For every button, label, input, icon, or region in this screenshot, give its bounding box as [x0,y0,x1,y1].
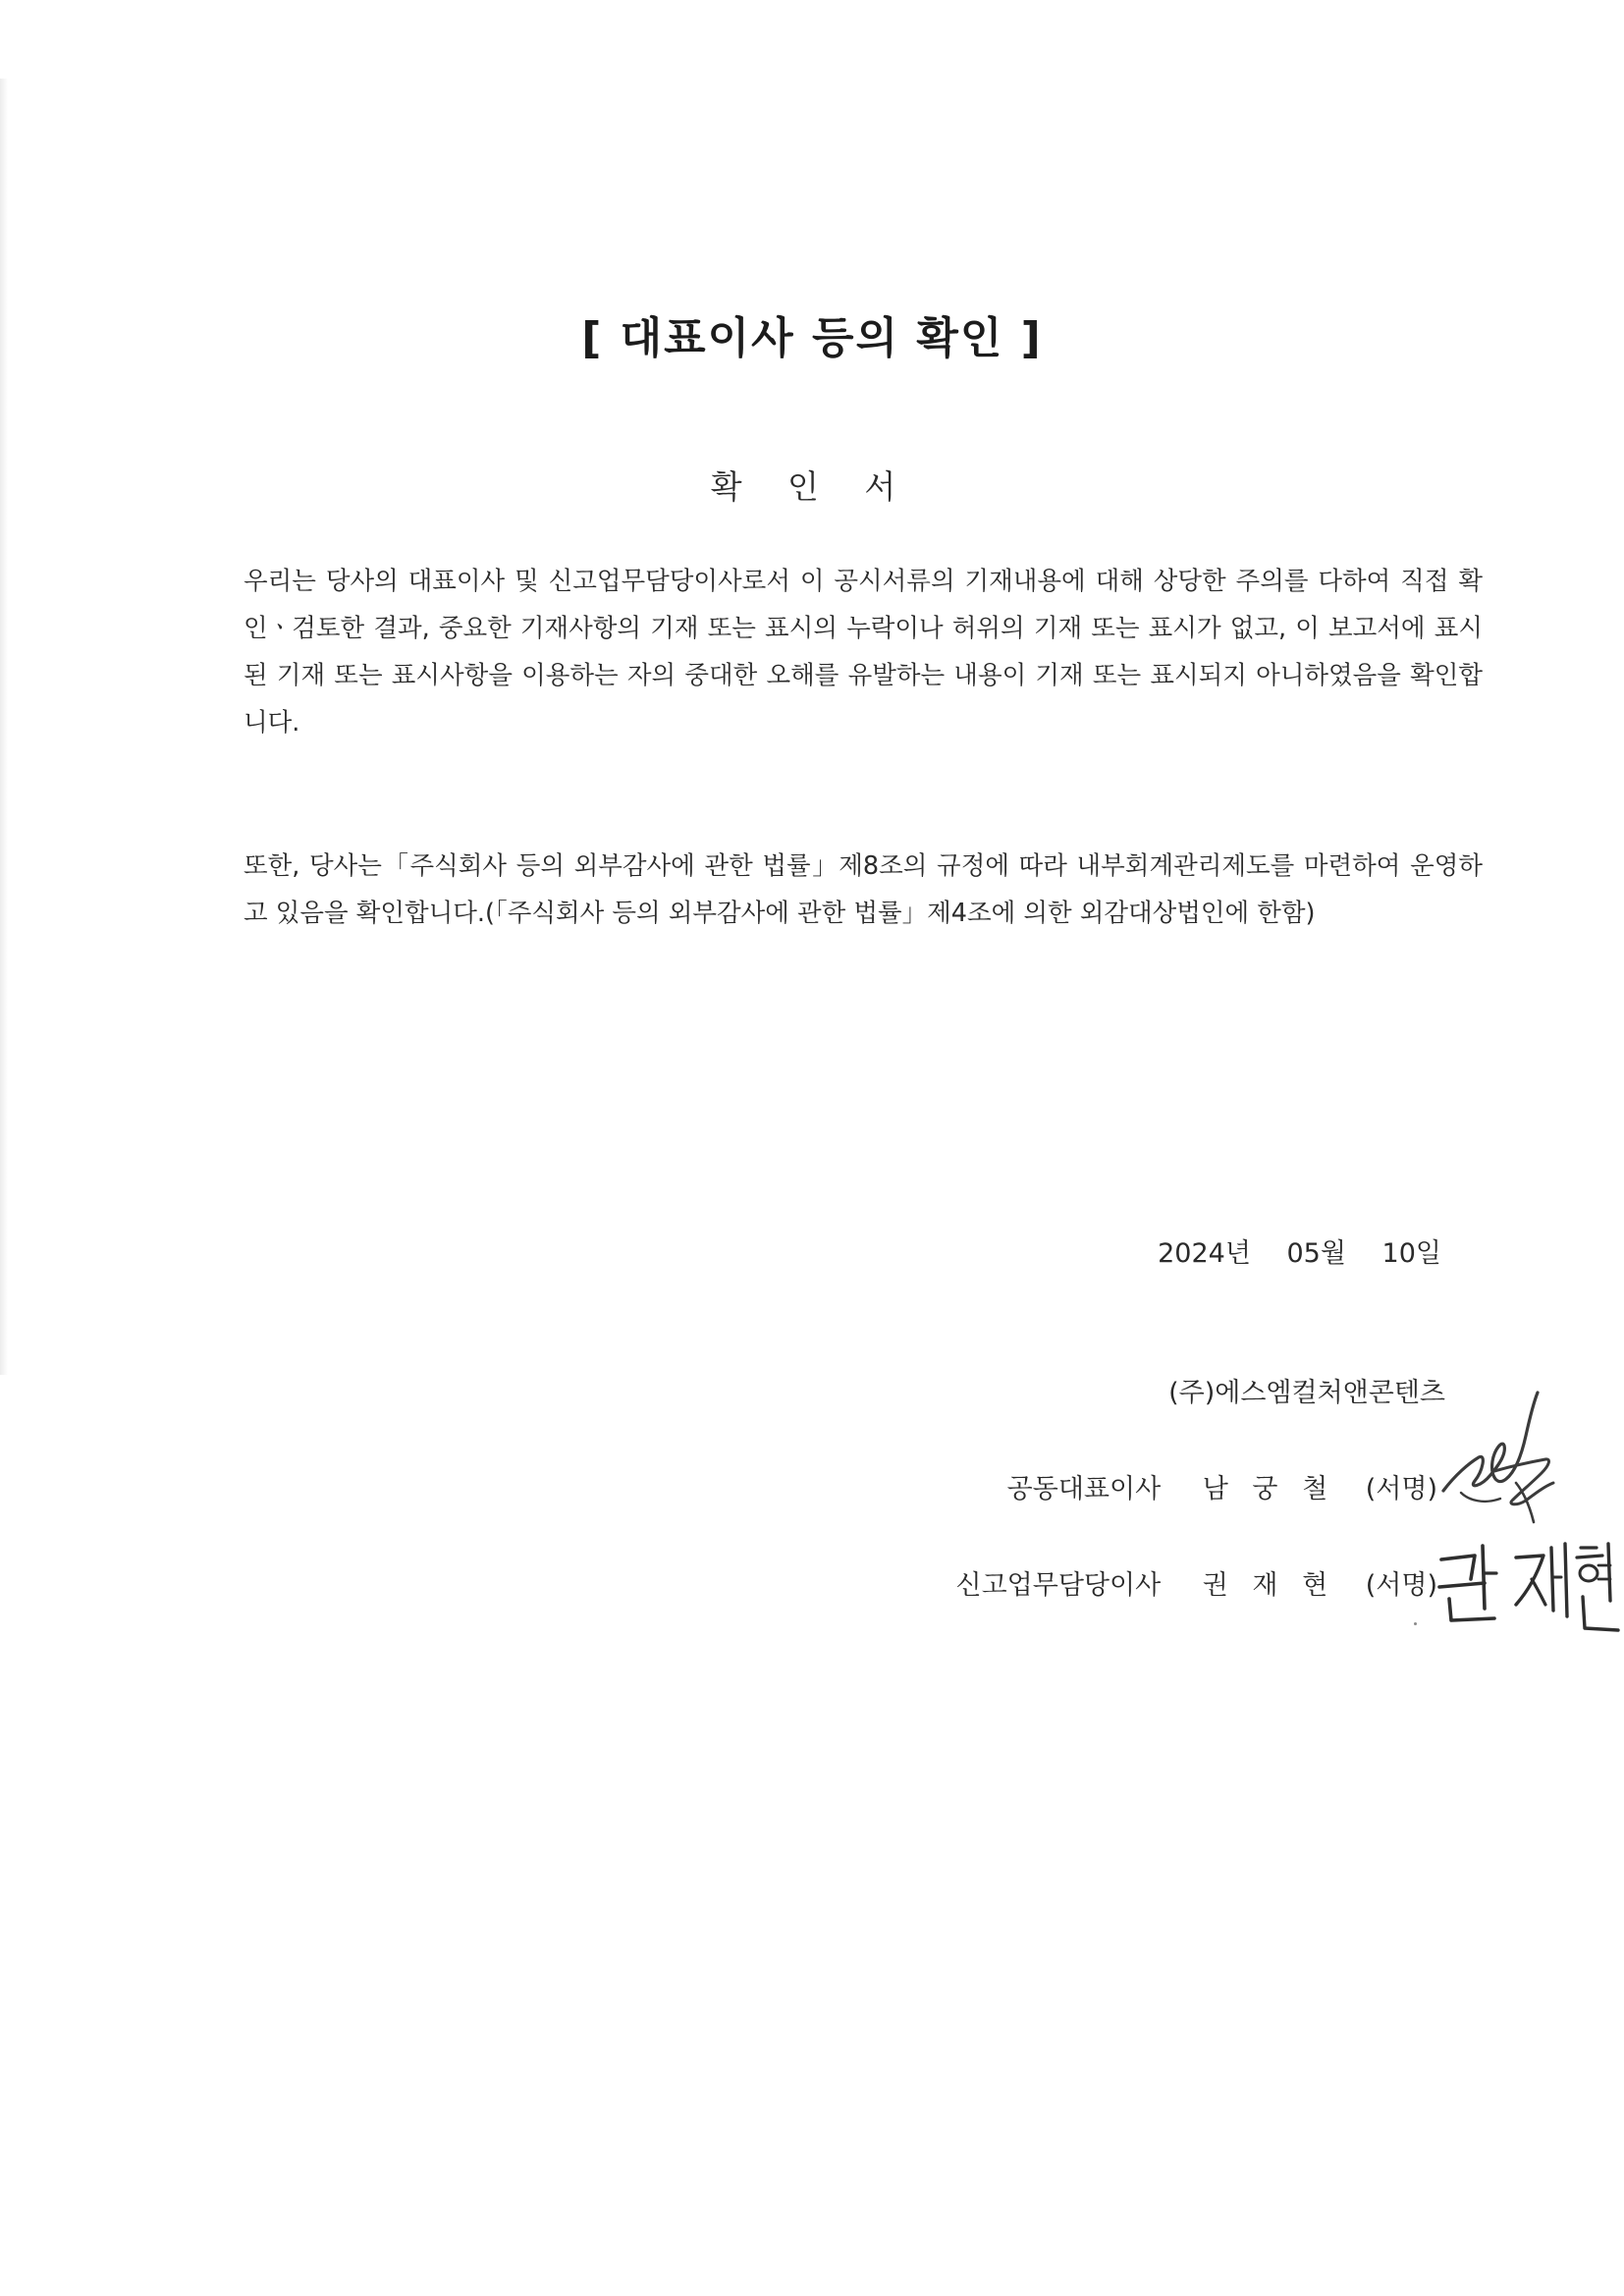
sign-label: (서명) [1365,1570,1437,1601]
signatory-row-disclosure-director [956,1563,1438,1602]
signatory-role: 공동대표이사 [1006,1474,1162,1504]
scan-edge-shadow [0,79,8,1375]
signatory-name: 권 재 현 [1202,1570,1336,1601]
signature-ceo [1435,1385,1563,1532]
date-month: 05월 [1286,1238,1346,1269]
document-subtitle: 확 인 서 [710,467,914,506]
signatory-role: 신고업무담당이사 [955,1570,1162,1601]
date-day: 10일 [1381,1238,1441,1269]
date-year: 2024년 [1158,1238,1251,1269]
signatory-name: 남 궁 철 [1202,1474,1336,1504]
company-name: (주)에스엠컬처앤콘텐츠 [1168,1378,1445,1408]
document-title: [ 대표이사 등의 확인 ] [581,313,1043,363]
scan-speck [1414,1622,1417,1625]
signatory-row-ceo [1007,1467,1437,1505]
signature-disclosure-director [1435,1540,1622,1648]
internal-control-paragraph: 또한, 당사는「주식회사 등의 외부감사에 관한 법률」제8조의 규정에 따라 내부회계관리제도를 마련하여 운영하고 있음을 확인합니다.(「주식회사 등의 외부감사에 관한 법률」제4조에 의한 외감대상법인에 한함) [244,851,1483,928]
sign-label: (서명) [1365,1474,1437,1504]
confirmation-paragraph: 우리는 당사의 대표이사 및 신고업무담당이사로서 이 공시서류의 기재내용에 대해 상당한 주의를 다하여 직접 확인ㆍ검토한 결과, 중요한 기재사항의 기재 또는 표시의 누락이나 허위의 기재 또는 표시가 없고, 이 보고서에 표시된 기재 또는 표시사항을 이용하는 자의 중대한 오해를 유발하는 내용이 기재 또는 표시되지 아니하였음을 확인합니다. [244,567,1483,738]
document-date [1158,1231,1441,1270]
